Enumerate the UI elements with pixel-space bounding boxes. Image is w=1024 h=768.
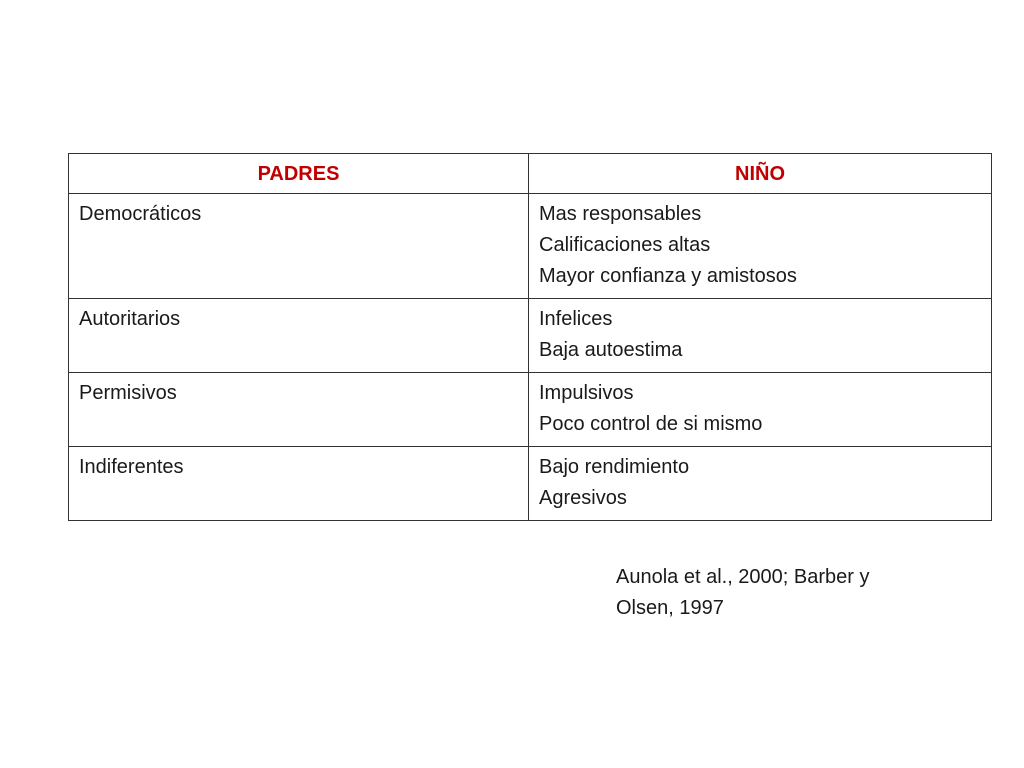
table-row	[69, 447, 992, 521]
outcome-line: Baja autoestima	[539, 339, 683, 361]
citation-line: Aunola et al., 2000; Barber y	[616, 566, 870, 588]
outcome-line: Mayor confianza y amistosos	[539, 265, 797, 287]
cell-nino-autoritarios	[529, 299, 992, 373]
cell-padres-permisivos: Permisivos	[69, 373, 529, 447]
outcome-line: Infelices	[539, 308, 613, 330]
table-row	[69, 373, 992, 447]
table-row	[69, 194, 992, 299]
table-header-row	[69, 154, 992, 194]
outcome-line: Calificaciones altas	[539, 234, 711, 256]
header-nino: NIÑO	[529, 154, 992, 194]
parenting-styles-table	[68, 153, 992, 521]
table-row	[69, 299, 992, 373]
cell-nino-democraticos	[529, 194, 992, 299]
cell-padres-autoritarios: Autoritarios	[69, 299, 529, 373]
cell-padres-democraticos: Democráticos	[69, 194, 529, 299]
outcome-line: Bajo rendimiento	[539, 456, 690, 478]
outcome-line: Poco control de si mismo	[539, 413, 763, 435]
header-padres: PADRES	[69, 154, 529, 194]
cell-padres-indiferentes: Indiferentes	[69, 447, 529, 521]
outcome-line: Mas responsables	[539, 203, 702, 225]
citation-line: Olsen, 1997	[616, 597, 724, 619]
outcome-line: Agresivos	[539, 487, 627, 509]
cell-nino-permisivos	[529, 373, 992, 447]
cell-nino-indiferentes	[529, 447, 992, 521]
citation	[616, 562, 946, 624]
outcome-line: Impulsivos	[539, 382, 634, 404]
